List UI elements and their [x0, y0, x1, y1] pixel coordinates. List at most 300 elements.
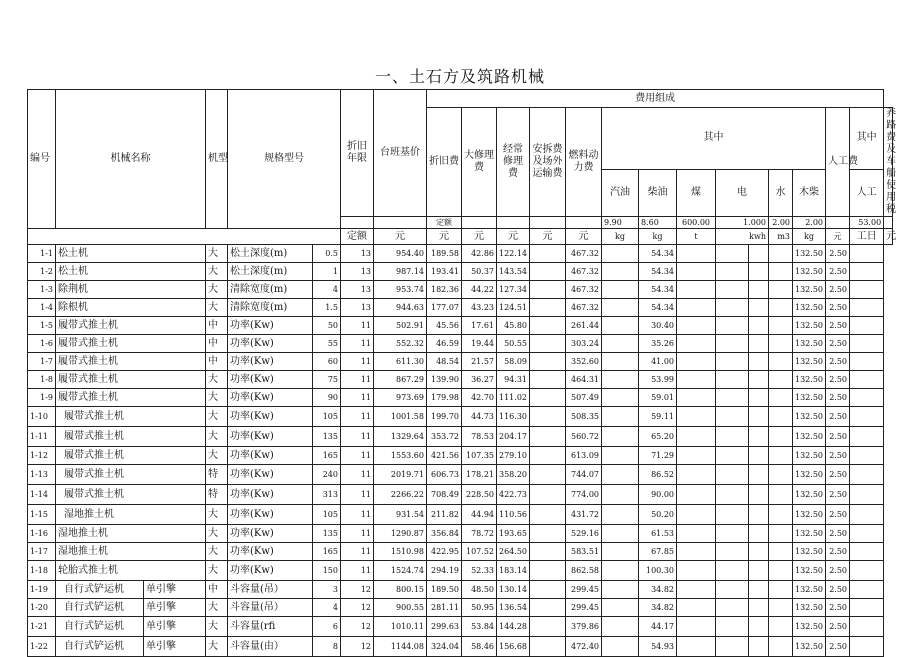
unit-maint: 元: [497, 229, 530, 245]
row-price: 1553.60: [374, 447, 427, 465]
row-install: [530, 317, 566, 335]
row-wood: [769, 317, 793, 335]
row-type: 大: [206, 447, 228, 465]
row-overhaul: 228.50: [462, 485, 497, 505]
row-electricity: [716, 505, 749, 525]
table-row: [28, 389, 893, 407]
row-code: 1-13: [28, 465, 56, 485]
row-years: 12: [341, 581, 374, 599]
row-depr: 324.04: [427, 637, 462, 657]
row-spec: 清除宽度(m): [228, 281, 313, 299]
row-years: 11: [341, 561, 374, 581]
row-water: [749, 335, 769, 353]
row-water: [749, 617, 769, 637]
row-depr: 182.36: [427, 281, 462, 299]
row-labor-fee: 132.50: [793, 543, 826, 561]
row-overhaul: 53.84: [462, 617, 497, 637]
row-diesel: 59.11: [639, 407, 677, 427]
row-fuel: 352.60: [566, 353, 602, 371]
row-sub: 单引擎: [144, 637, 206, 657]
row-coal: [677, 353, 716, 371]
row-tax: [850, 263, 884, 281]
row-spec: 清除宽度(m): [228, 299, 313, 317]
row-overhaul: 44.22: [462, 281, 497, 299]
row-coal: [677, 371, 716, 389]
row-years: 11: [341, 485, 374, 505]
row-maint: 50.55: [497, 335, 530, 353]
row-tax: [850, 581, 884, 599]
row-overhaul: 58.46: [462, 637, 497, 657]
row-fuel: 467.32: [566, 263, 602, 281]
row-depr: 708.49: [427, 485, 462, 505]
row-years: 11: [341, 505, 374, 525]
row-install: [530, 599, 566, 617]
row-gasoline: [602, 581, 639, 599]
row-tax: [850, 353, 884, 371]
row-name: 松土机: [56, 263, 206, 281]
row-years: 11: [341, 465, 374, 485]
row-size: 313: [313, 485, 341, 505]
row-install: [530, 407, 566, 427]
row-diesel: 44.17: [639, 617, 677, 637]
row-overhaul: 78.72: [462, 525, 497, 543]
row-tax: [850, 599, 884, 617]
row-depr: 422.95: [427, 543, 462, 561]
row-electricity: [716, 353, 749, 371]
row-wood: [769, 371, 793, 389]
row-fuel: 583.51: [566, 543, 602, 561]
row-workday: 2.50: [826, 543, 850, 561]
row-spec: 功率(Kw): [228, 407, 313, 427]
row-electricity: [716, 263, 749, 281]
unit-install: 元: [530, 229, 566, 245]
row-overhaul: 52.33: [462, 561, 497, 581]
row-water: [749, 485, 769, 505]
row-code: 1-7: [28, 353, 56, 371]
row-install: [530, 581, 566, 599]
row-type: 大: [206, 299, 228, 317]
row-overhaul: 42.70: [462, 389, 497, 407]
row-years: 13: [341, 299, 374, 317]
table-row: [28, 263, 893, 281]
row-sub: 单引擎: [144, 599, 206, 617]
row-maint: 279.10: [497, 447, 530, 465]
row-overhaul: 21.57: [462, 353, 497, 371]
header-labor: 人工: [850, 169, 884, 216]
row-overhaul: 48.50: [462, 581, 497, 599]
row-depr: 421.56: [427, 447, 462, 465]
row-wood: [769, 617, 793, 637]
table-row: [28, 299, 893, 317]
row-price: 1510.98: [374, 543, 427, 561]
row-maint: 122.14: [497, 245, 530, 263]
row-diesel: 61.53: [639, 525, 677, 543]
row-price: 1524.74: [374, 561, 427, 581]
row-name: 履带式推土机: [56, 317, 206, 335]
row-workday: 2.50: [826, 599, 850, 617]
row-diesel: 50.20: [639, 505, 677, 525]
row-coal: [677, 485, 716, 505]
unit-tax: 元: [884, 229, 893, 245]
row-size: 55: [313, 335, 341, 353]
row-sub: 单引擎: [144, 581, 206, 599]
row-water: [749, 389, 769, 407]
row-name: 履带式推土机: [56, 465, 206, 485]
row-electricity: [716, 581, 749, 599]
row-size: 8: [313, 637, 341, 657]
row-name: 轮胎式推土机: [56, 561, 206, 581]
table-row: [28, 317, 893, 335]
row-water: [749, 505, 769, 525]
row-name: 履带式推土机: [56, 389, 206, 407]
row-maint: 204.17: [497, 427, 530, 447]
row-type: 大: [206, 561, 228, 581]
row-workday: 2.50: [826, 485, 850, 505]
table-row: [28, 465, 893, 485]
row-labor-fee: 132.50: [793, 371, 826, 389]
row-price: 900.55: [374, 599, 427, 617]
row-labor-fee: 132.50: [793, 389, 826, 407]
row-depr: 179.98: [427, 389, 462, 407]
header-water: 水: [769, 169, 793, 216]
row-code: 1-16: [28, 525, 56, 543]
row-tax: [850, 637, 884, 657]
unit-price: 元: [374, 229, 427, 245]
row-type: 大: [206, 637, 228, 657]
row-electricity: [716, 317, 749, 335]
row-electricity: [716, 245, 749, 263]
row-wood: [769, 485, 793, 505]
row-fuel: 508.35: [566, 407, 602, 427]
row-type: 大: [206, 427, 228, 447]
row-fuel: 464.31: [566, 371, 602, 389]
row-maint: 144.28: [497, 617, 530, 637]
header-maintenance: 经常修理费: [497, 108, 530, 217]
row-water: [749, 525, 769, 543]
row-fuel: 261.44: [566, 317, 602, 335]
row-spec: 斗容量(吊）: [228, 599, 313, 617]
row-name: 除荆机: [56, 281, 206, 299]
row-labor-fee: 132.50: [793, 447, 826, 465]
row-electricity: [716, 543, 749, 561]
unit-gasoline: kg: [602, 229, 639, 245]
row-size: 90: [313, 389, 341, 407]
header-depr-fee: 折旧费: [427, 108, 462, 217]
table-row: [28, 353, 893, 371]
row-labor-fee: 132.50: [793, 317, 826, 335]
row-size: 50: [313, 317, 341, 335]
table-row: [28, 599, 893, 617]
row-labor-fee: 132.50: [793, 281, 826, 299]
row-spec: 功率(Kw): [228, 543, 313, 561]
row-water: [749, 263, 769, 281]
row-fuel: 303.24: [566, 335, 602, 353]
row-install: [530, 371, 566, 389]
header-depreciation-years: 折旧年限: [341, 90, 374, 217]
row-size: 165: [313, 447, 341, 465]
table-row: [28, 561, 893, 581]
page-title: 一、土石方及筑路机械: [374, 67, 545, 86]
row-gasoline: [602, 465, 639, 485]
row-spec: 功率(Kw): [228, 317, 313, 335]
header-road-tax: 养路费及车船使用税: [884, 108, 893, 217]
unit-overhaul: 元: [462, 229, 497, 245]
row-install: [530, 505, 566, 525]
row-type: 中: [206, 335, 228, 353]
row-coal: [677, 407, 716, 427]
row-electricity: [716, 281, 749, 299]
row-tax: [850, 447, 884, 465]
row-coal: [677, 617, 716, 637]
row-fuel: 472.40: [566, 637, 602, 657]
row-maint: 156.68: [497, 637, 530, 657]
row-labor-fee: 132.50: [793, 407, 826, 427]
row-fuel: 467.32: [566, 281, 602, 299]
row-water: [749, 447, 769, 465]
row-maint: 193.65: [497, 525, 530, 543]
row-workday: 2.50: [826, 617, 850, 637]
row-gasoline: [602, 447, 639, 465]
table-row: [28, 525, 893, 543]
row-coal: [677, 465, 716, 485]
row-type: 大: [206, 389, 228, 407]
row-gasoline: [602, 335, 639, 353]
row-depr: 211.82: [427, 505, 462, 525]
row-electricity: [716, 485, 749, 505]
row-years: 11: [341, 427, 374, 447]
row-size: 60: [313, 353, 341, 371]
row-fuel: 431.72: [566, 505, 602, 525]
row-workday: 2.50: [826, 245, 850, 263]
row-depr: 189.50: [427, 581, 462, 599]
row-workday: 2.50: [826, 389, 850, 407]
row-price: 1010.11: [374, 617, 427, 637]
row-name: 履带式推土机: [56, 335, 206, 353]
row-wood: [769, 447, 793, 465]
row-spec: 功率(Kw): [228, 353, 313, 371]
row-workday: 2.50: [826, 427, 850, 447]
row-code: 1-15: [28, 505, 56, 525]
row-size: 4: [313, 281, 341, 299]
header-shift-price: 台班基价: [374, 90, 427, 217]
row-years: 13: [341, 245, 374, 263]
row-workday: 2.50: [826, 581, 850, 599]
row-sub: 单引擎: [144, 617, 206, 637]
row-diesel: 54.34: [639, 299, 677, 317]
row-diesel: 53.99: [639, 371, 677, 389]
header-electricity: 电: [716, 169, 769, 216]
row-coal: [677, 281, 716, 299]
row-workday: 2.50: [826, 317, 850, 335]
row-workday: 2.50: [826, 637, 850, 657]
row-price: 502.91: [374, 317, 427, 335]
row-type: 大: [206, 617, 228, 637]
row-workday: 2.50: [826, 371, 850, 389]
row-spec: 松土深度(m): [228, 245, 313, 263]
row-diesel: 54.93: [639, 637, 677, 657]
row-water: [749, 353, 769, 371]
row-spec: 松土深度(m): [228, 263, 313, 281]
row-years: 12: [341, 617, 374, 637]
row-name: 湿地推土机: [56, 543, 206, 561]
row-fuel: 862.58: [566, 561, 602, 581]
row-depr: 356.84: [427, 525, 462, 543]
row-price: 867.29: [374, 371, 427, 389]
row-maint: 358.20: [497, 465, 530, 485]
row-price: 611.30: [374, 353, 427, 371]
row-type: 特: [206, 465, 228, 485]
table-row: [28, 407, 893, 427]
row-wood: [769, 263, 793, 281]
row-spec: 斗容量(吊）: [228, 581, 313, 599]
row-water: [749, 561, 769, 581]
row-labor-fee: 132.50: [793, 561, 826, 581]
table-row: [28, 485, 893, 505]
row-maint: 264.50: [497, 543, 530, 561]
row-spec: 功率(Kw): [228, 465, 313, 485]
row-diesel: 59.01: [639, 389, 677, 407]
row-wood: [769, 543, 793, 561]
machine-cost-table: [27, 89, 897, 657]
row-type: 大: [206, 245, 228, 263]
row-fuel: 299.45: [566, 599, 602, 617]
row-code: 1-5: [28, 317, 56, 335]
row-size: 1.5: [313, 299, 341, 317]
row-diesel: 54.34: [639, 245, 677, 263]
row-water: [749, 599, 769, 617]
row-install: [530, 617, 566, 637]
row-diesel: 30.40: [639, 317, 677, 335]
row-tax: [850, 389, 884, 407]
row-price: 973.69: [374, 389, 427, 407]
row-coal: [677, 561, 716, 581]
row-name: 履带式推土机: [56, 485, 206, 505]
row-gasoline: [602, 389, 639, 407]
header-overhaul: 大修理费: [462, 108, 497, 217]
row-labor-fee: 132.50: [793, 353, 826, 371]
row-workday: 2.50: [826, 525, 850, 543]
row-workday: 2.50: [826, 505, 850, 525]
row-maint: 422.73: [497, 485, 530, 505]
row-type: 大: [206, 407, 228, 427]
row-fuel: 774.00: [566, 485, 602, 505]
row-tax: [850, 525, 884, 543]
row-gasoline: [602, 317, 639, 335]
row-fuel: 467.32: [566, 245, 602, 263]
row-size: 1: [313, 263, 341, 281]
row-code: 1-2: [28, 263, 56, 281]
row-tax: [850, 427, 884, 447]
row-years: 11: [341, 543, 374, 561]
row-spec: 功率(Kw): [228, 427, 313, 447]
row-overhaul: 178.21: [462, 465, 497, 485]
row-years: 13: [341, 281, 374, 299]
row-type: 中: [206, 353, 228, 371]
row-depr: 606.73: [427, 465, 462, 485]
row-labor-fee: 132.50: [793, 335, 826, 353]
row-install: [530, 281, 566, 299]
row-coal: [677, 637, 716, 657]
row-water: [749, 371, 769, 389]
row-install: [530, 525, 566, 543]
row-workday: 2.50: [826, 561, 850, 581]
row-wood: [769, 637, 793, 657]
row-water: [749, 281, 769, 299]
row-labor-fee: 132.50: [793, 465, 826, 485]
row-diesel: 34.82: [639, 581, 677, 599]
row-gasoline: [602, 485, 639, 505]
row-wood: [769, 245, 793, 263]
row-workday: 2.50: [826, 281, 850, 299]
header-diesel: 柴油: [639, 169, 677, 216]
row-coal: [677, 447, 716, 465]
header-type: 机型: [206, 90, 228, 229]
row-maint: 45.80: [497, 317, 530, 335]
row-install: [530, 543, 566, 561]
row-overhaul: 44.73: [462, 407, 497, 427]
unit-quota: 定额: [341, 229, 374, 245]
row-wood: [769, 299, 793, 317]
row-gasoline: [602, 371, 639, 389]
row-diesel: 54.34: [639, 263, 677, 281]
row-code: 1-6: [28, 335, 56, 353]
row-coal: [677, 581, 716, 599]
row-water: [749, 299, 769, 317]
row-tax: [850, 485, 884, 505]
row-tax: [850, 299, 884, 317]
row-type: 大: [206, 543, 228, 561]
row-electricity: [716, 599, 749, 617]
row-coal: [677, 299, 716, 317]
header-coal: 煤: [677, 169, 716, 216]
row-size: 135: [313, 427, 341, 447]
row-maint: 183.14: [497, 561, 530, 581]
row-workday: 2.50: [826, 447, 850, 465]
row-water: [749, 465, 769, 485]
row-gasoline: [602, 427, 639, 447]
row-depr: 177.07: [427, 299, 462, 317]
row-install: [530, 561, 566, 581]
row-maint: 127.34: [497, 281, 530, 299]
row-size: 165: [313, 543, 341, 561]
row-code: 1-22: [28, 637, 56, 657]
row-spec: 功率(Kw): [228, 447, 313, 465]
row-diesel: 65.20: [639, 427, 677, 447]
row-size: 6: [313, 617, 341, 637]
row-code: 1-18: [28, 561, 56, 581]
row-electricity: [716, 465, 749, 485]
row-code: 1-10: [28, 407, 56, 427]
row-fuel: 507.49: [566, 389, 602, 407]
unit-fuel: 元: [566, 229, 602, 245]
row-wood: [769, 281, 793, 299]
row-price: 1329.64: [374, 427, 427, 447]
row-coal: [677, 245, 716, 263]
row-diesel: 67.85: [639, 543, 677, 561]
row-fuel: 467.32: [566, 299, 602, 317]
table-row: [28, 245, 893, 263]
row-maint: 130.14: [497, 581, 530, 599]
row-maint: 143.54: [497, 263, 530, 281]
row-spec: 功率(Kw): [228, 505, 313, 525]
row-wood: [769, 335, 793, 353]
row-depr: 45.56: [427, 317, 462, 335]
table-row: [28, 637, 893, 657]
table-row: [28, 427, 893, 447]
row-water: [749, 245, 769, 263]
row-type: 中: [206, 581, 228, 599]
row-spec: 斗容量(rfi: [228, 617, 313, 637]
